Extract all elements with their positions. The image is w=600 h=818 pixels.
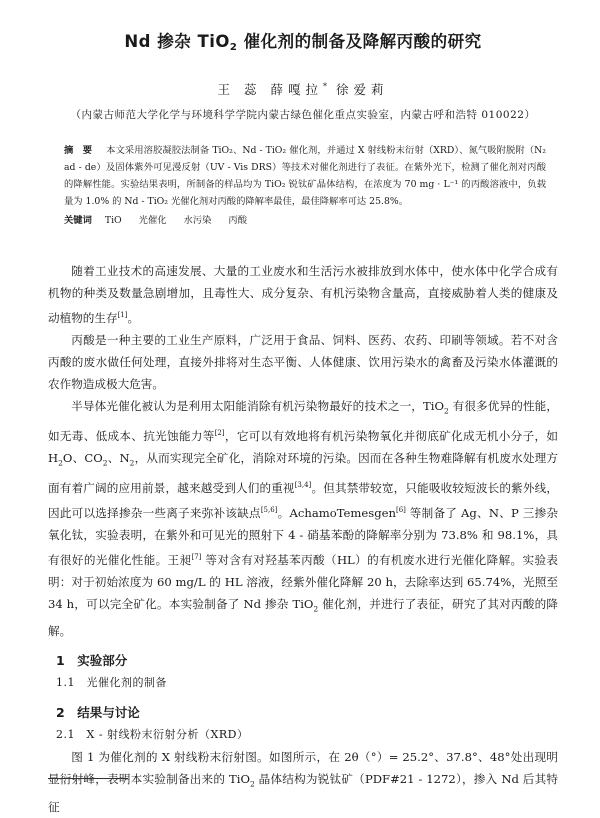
keyword: TiO: [104, 215, 122, 226]
subsection-heading-1-1: 1.1 光催化剂的制备: [56, 676, 167, 690]
text: ，它可以有效地将有机污染物氧化并彻底矿化成无机小分子，如 H: [48, 429, 558, 466]
text: ，从而实现完全矿化，消除对环境的污染。因而在各种生物难降解有机废水处理方面有着广阔的应用前景，越来越受到人们的重视: [48, 451, 558, 496]
text: 晶体结构为锐钛矿（PDF#21 - 1272），掺入 Nd 后其特征: [48, 772, 558, 814]
text: 。AchamoTemesgen: [277, 506, 396, 521]
keyword: 丙酸: [228, 215, 247, 226]
text: 。: [127, 310, 140, 325]
affiliation: （内蒙古师范大学化学与环境科学学院内蒙古绿色催化重点实验室，内蒙古呼和浩特 010022）: [70, 109, 536, 121]
text: O、CO: [62, 451, 103, 466]
citation: [2]: [214, 429, 225, 438]
keywords-label: 关键词: [64, 215, 92, 226]
paper-title: [48, 30, 558, 60]
subscript: 2: [313, 604, 319, 614]
text: 半导体光催化被认为是利用太阳能消除有机污染物最好的技术之一，TiO: [71, 398, 444, 413]
paragraph-2: 丙酸是一种主要的工业生产原料，广泛用于食品、饲料、医药、农药、印刷等领域。若不对含丙酸的废水做任何处理，直接外排将对生态平衡、人体健康、饮用污染水的禽畜及污染水体灌溉的农作物造成极大危害。: [48, 332, 558, 391]
subscript: 2: [58, 458, 63, 468]
corresponding-mark: *: [322, 81, 327, 91]
citation: [7]: [191, 553, 202, 562]
abstract-label: 摘 要: [64, 145, 93, 156]
citation: [1]: [117, 311, 128, 319]
subsection-heading-2-1: 2.1 X - 射线粉末衍射分析（XRD）: [56, 728, 249, 742]
paragraph-4: [48, 746, 558, 817]
author-last: 徐爱莉: [326, 82, 389, 97]
paper-page: [0, 30, 600, 814]
keywords: [64, 212, 546, 226]
paper-body: [48, 260, 558, 818]
authors: [48, 80, 558, 98]
author-names: 王 蕊 薛嘎拉: [217, 82, 323, 97]
paragraph-3: [48, 395, 558, 642]
subscript: 2: [249, 779, 255, 789]
citation: [3,4]: [294, 481, 312, 490]
text: 催化剂，并进行了表征，研究了其对丙酸的降解。: [48, 596, 558, 639]
subscript: 2: [102, 458, 108, 468]
section-heading-1: 1 实验部分: [56, 653, 128, 669]
title-subscript: 2: [229, 42, 238, 53]
paragraph-1: [48, 260, 558, 329]
text: 、N: [107, 451, 130, 466]
citation: [5,6]: [260, 506, 278, 515]
citation: [6]: [395, 506, 406, 515]
text: 有很多优异的性能，如无毒、低成本、抗光蚀能力等: [48, 398, 559, 444]
title-text: Nd 掺杂 TiO: [124, 32, 230, 51]
footnote-rule: [48, 778, 128, 779]
text: 随着工业技术的高速发展、大量的工业废水和生活污水被排放到水体中，使水体中化学合成有机物的种类及数量急剧增加，且毒性大、成分复杂、有机污染物含量高，直接威胁着人类的健康及动植物的生存: [48, 264, 558, 325]
text: 图 1 为催化剂的 X 射线粉末衍射图。如图所示，在 2θ（°）= 25.2°、37.8°、48°处出现明显衍射峰，表明本实验制备出来的 TiO: [48, 750, 558, 787]
abstract-text: 本文采用溶胶凝胶法制备 TiO₂、Nd - TiO₂ 催化剂，并通过 X 射线粉末衍射（XRD）、氮气吸附脱附（N₂ ad - de）及固体紫外可见漫反射（UV - Vis DRS）等技术对催化剂进行了表征。在紫外光下，检测了催化剂对丙酸的降解性能。实验结果表明，所制备的样品均为 TiO₂ 锐钛矿晶体结构，在浓度为 70 mg · L⁻¹ 的丙酸溶液中，负载量为 1.0% 的 Nd - TiO₂ 光催化剂对丙酸的降解率最佳，最佳降解率可达 25.8%。: [64, 145, 546, 207]
title-text-rest: 催化剂的制备及降解丙酸的研究: [237, 32, 482, 51]
subscript: 2: [443, 406, 449, 416]
text: 等对含有对羟基苯丙酸（HL）的有机废水进行光催化降解。实验表明：对于初始浓度为 60 mg/L 的 HL 溶液，经紫外催化降解 20 h，去除率达到 65.74%，光照至 34 h，可以完全矿化。本实验制备了 Nd 掺杂 TiO: [48, 552, 558, 611]
keyword: 水污染: [183, 215, 212, 226]
subscript: 2: [129, 458, 135, 468]
abstract: [64, 142, 546, 210]
text: 等制备了 Ag、N、P 三掺杂氧化钛，实验表明，在紫外和可见光的照射下 4 - 硝基苯酚的降解率分别为 73.8% 和 98.1%，具有很好的光催化性能。王昶: [48, 506, 559, 567]
section-heading-2: 2 结果与讨论: [56, 705, 140, 721]
text: 。但其禁带较宽，只能吸收较短波长的紫外线，因此可以选择掺杂一些离子来弥补该缺点: [48, 481, 558, 521]
keyword: 光催化: [138, 215, 167, 226]
